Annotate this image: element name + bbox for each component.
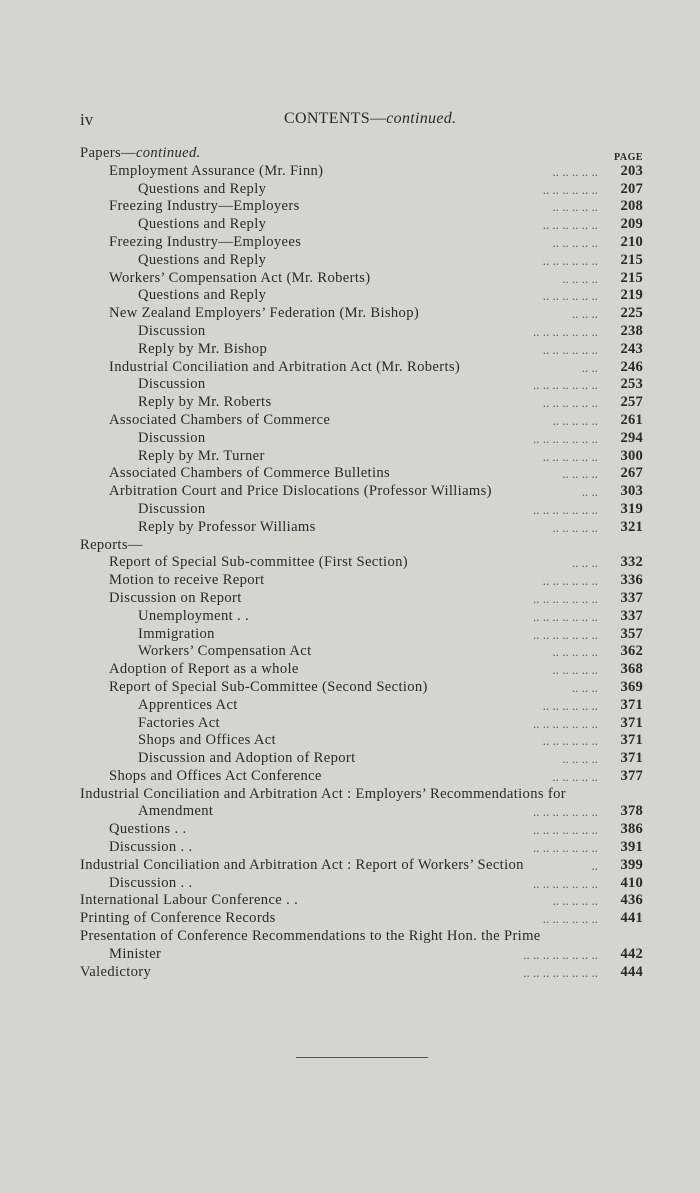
contents-entry bbox=[0, 643, 700, 661]
entry-page-number: 444 bbox=[620, 963, 643, 980]
contents-entry bbox=[0, 697, 700, 715]
entry-page-number: 362 bbox=[620, 643, 643, 660]
contents-entry bbox=[0, 359, 700, 377]
entry-title: Reports— bbox=[80, 536, 143, 553]
contents-entry bbox=[0, 181, 700, 199]
entry-title: Amendment bbox=[138, 803, 214, 820]
entry-title: Reply by Mr. Roberts bbox=[138, 394, 272, 411]
contents-entry bbox=[0, 519, 700, 537]
leader-dots: .. .. bbox=[581, 484, 598, 500]
contents-entry bbox=[0, 892, 700, 910]
entry-page-number: 371 bbox=[620, 732, 643, 749]
entry-page-number: 219 bbox=[620, 287, 643, 304]
entry-title: Unemployment . . bbox=[138, 607, 249, 624]
entry-title: Valedictory bbox=[80, 963, 152, 980]
leader-dots: .. .. .. .. .. bbox=[552, 644, 598, 660]
leader-dots: .. .. .. .. .. .. .. bbox=[533, 875, 598, 891]
entry-title: Discussion on Report bbox=[109, 589, 242, 606]
contents-entry bbox=[0, 216, 700, 234]
contents-entry bbox=[0, 910, 700, 928]
page-title-main: CONTENTS— bbox=[284, 110, 387, 127]
leader-dots: .. .. .. .. .. .. .. bbox=[533, 804, 598, 820]
contents-entry bbox=[0, 483, 700, 501]
contents-entry bbox=[0, 145, 700, 163]
entry-page-number: 337 bbox=[620, 589, 643, 606]
entry-title: Questions and Reply bbox=[138, 216, 267, 233]
leader-dots: .. .. .. .. .. bbox=[552, 199, 598, 215]
entry-title: Industrial Conciliation and Arbitration Act (Mr. Roberts) bbox=[109, 358, 461, 375]
entry-title: Associated Chambers of Commerce Bulletins bbox=[109, 465, 391, 482]
entry-page-number: 371 bbox=[620, 750, 643, 767]
leader-dots: .. .. .. .. bbox=[562, 270, 598, 286]
contents-entry bbox=[0, 430, 700, 448]
contents-entry bbox=[0, 786, 700, 804]
entry-title: Minister bbox=[109, 945, 162, 962]
entry-page-number: 253 bbox=[620, 376, 643, 393]
contents-entry bbox=[0, 964, 700, 982]
contents-entry bbox=[0, 448, 700, 466]
entry-title: Presentation of Conference Recommendations to the Right Hon. the Prime bbox=[80, 928, 541, 945]
leader-dots: .. .. .. .. .. bbox=[552, 412, 598, 428]
entry-page-number: 442 bbox=[620, 945, 643, 962]
leader-dots: .. .. .. .. .. .. bbox=[542, 252, 598, 268]
leader-dots: .. .. .. .. .. .. .. bbox=[533, 377, 598, 393]
contents-entry bbox=[0, 946, 700, 964]
contents-entry bbox=[0, 626, 700, 644]
contents-entry bbox=[0, 750, 700, 768]
leader-dots: .. .. .. .. .. bbox=[552, 768, 598, 784]
entry-title-italic: continued. bbox=[135, 145, 201, 161]
contents-entry bbox=[0, 323, 700, 341]
page-title bbox=[284, 110, 456, 128]
entry-title: Discussion . . bbox=[109, 874, 193, 891]
contents-entry bbox=[0, 590, 700, 608]
entry-title: Reply by Professor Williams bbox=[138, 518, 316, 535]
entry-page-number: 225 bbox=[620, 305, 643, 322]
leader-dots: .. .. .. .. bbox=[562, 466, 598, 482]
entry-page-number: 257 bbox=[620, 394, 643, 411]
contents-entry bbox=[0, 501, 700, 519]
leader-dots: .. .. .. .. bbox=[562, 751, 598, 767]
leader-dots: .. .. .. bbox=[572, 306, 598, 322]
contents-entry bbox=[0, 163, 700, 181]
entry-title: International Labour Conference . . bbox=[80, 892, 299, 909]
entry-title: Motion to receive Report bbox=[109, 572, 265, 589]
entry-page-number: 246 bbox=[620, 358, 643, 375]
entry-page-number: 436 bbox=[620, 892, 643, 909]
entry-title: Shops and Offices Act bbox=[138, 732, 277, 749]
contents-entry bbox=[0, 198, 700, 216]
leader-dots: .. .. .. .. .. bbox=[552, 662, 598, 678]
entry-title: Associated Chambers of Commerce bbox=[109, 411, 331, 428]
page-number: iv bbox=[80, 110, 94, 129]
entry-title: Reply by Mr. Turner bbox=[138, 447, 265, 464]
entry-title: Adoption of Report as a whole bbox=[109, 661, 299, 678]
leader-dots: .. .. .. .. .. .. .. bbox=[533, 840, 598, 856]
entry-page-number: 371 bbox=[620, 714, 643, 731]
leader-dots: .. .. .. .. .. .. .. bbox=[533, 822, 598, 838]
entry-page-number: 336 bbox=[620, 572, 643, 589]
contents-entry bbox=[0, 270, 700, 288]
entry-title: Report of Special Sub-Committee (Second Section) bbox=[109, 678, 428, 695]
entry-page-number: 321 bbox=[620, 518, 643, 535]
leader-dots: .. .. .. bbox=[572, 555, 598, 571]
entry-page-number: 441 bbox=[620, 910, 643, 927]
entry-page-number: 399 bbox=[620, 856, 643, 873]
leader-dots: .. .. .. .. .. bbox=[552, 234, 598, 250]
entry-page-number: 294 bbox=[620, 429, 643, 446]
entry-page-number: 357 bbox=[620, 625, 643, 642]
entry-page-number: 386 bbox=[620, 821, 643, 838]
leader-dots: .. .. .. .. .. .. bbox=[542, 288, 598, 304]
leader-dots: .. .. .. .. .. .. bbox=[542, 181, 598, 197]
entry-page-number: 368 bbox=[620, 661, 643, 678]
contents-entry bbox=[0, 679, 700, 697]
entry-title: Discussion bbox=[138, 500, 206, 517]
contents-entry bbox=[0, 875, 700, 893]
entry-title: Report of Special Sub-committee (First Section) bbox=[109, 554, 408, 571]
leader-dots: .. .. .. .. .. .. bbox=[542, 697, 598, 713]
leader-dots: .. .. .. .. .. .. bbox=[542, 733, 598, 749]
leader-dots: .. .. .. .. .. .. .. bbox=[533, 626, 598, 642]
entry-page-number: 377 bbox=[620, 767, 643, 784]
contents-entry bbox=[0, 803, 700, 821]
entry-page-number: 267 bbox=[620, 465, 643, 482]
contents-entry bbox=[0, 839, 700, 857]
entry-page-number: 207 bbox=[620, 180, 643, 197]
entry-page-number: 337 bbox=[620, 607, 643, 624]
leader-dots: .. .. .. bbox=[572, 679, 598, 695]
contents-entry bbox=[0, 376, 700, 394]
entry-page-number: 210 bbox=[620, 233, 643, 250]
entry-title: Reply by Mr. Bishop bbox=[138, 340, 268, 357]
entry-page-number: 332 bbox=[620, 554, 643, 571]
leader-dots: .. .. .. .. .. .. bbox=[542, 911, 598, 927]
leader-dots: .. .. .. .. .. bbox=[552, 519, 598, 535]
entry-page-number: 369 bbox=[620, 678, 643, 695]
entry-title: Industrial Conciliation and Arbitration Act : Report of Workers’ Section bbox=[80, 856, 524, 873]
contents-entry bbox=[0, 715, 700, 733]
contents-entry bbox=[0, 857, 700, 875]
closing-rule bbox=[296, 1057, 428, 1058]
leader-dots: .. .. .. .. .. .. bbox=[542, 217, 598, 233]
contents-entry bbox=[0, 341, 700, 359]
entry-page-number: 410 bbox=[620, 874, 643, 891]
entry-title: Discussion bbox=[138, 322, 206, 339]
entry-title: Printing of Conference Records bbox=[80, 910, 276, 927]
entry-title: Discussion bbox=[138, 429, 206, 446]
entry-title: Discussion and Adoption of Report bbox=[138, 750, 356, 767]
entry-title: Factories Act bbox=[138, 714, 220, 731]
entry-title: Questions . . bbox=[109, 821, 187, 838]
leader-dots: .. .. .. .. .. .. .. bbox=[533, 715, 598, 731]
entry-page-number: 203 bbox=[620, 162, 643, 179]
entry-title: Employment Assurance (Mr. Finn) bbox=[109, 162, 324, 179]
entry-title: Discussion bbox=[138, 376, 206, 393]
contents-entry bbox=[0, 465, 700, 483]
entry-page-number: 215 bbox=[620, 251, 643, 268]
contents-entry bbox=[0, 537, 700, 555]
page-column-label: PAGE bbox=[614, 152, 644, 163]
entry-page-number: 303 bbox=[620, 483, 643, 500]
contents-entry bbox=[0, 661, 700, 679]
leader-dots: .. .. .. .. .. .. bbox=[542, 395, 598, 411]
leader-dots: .. .. bbox=[581, 359, 598, 375]
entry-title: Discussion . . bbox=[109, 839, 193, 856]
page-title-italic: continued. bbox=[386, 110, 457, 127]
contents-entry bbox=[0, 554, 700, 572]
contents-entry bbox=[0, 928, 700, 946]
leader-dots: .. .. .. .. .. .. bbox=[542, 341, 598, 357]
contents-entry bbox=[0, 732, 700, 750]
contents-entry bbox=[0, 287, 700, 305]
leader-dots: .. .. .. .. .. .. .. bbox=[533, 501, 598, 517]
leader-dots: .. .. .. .. .. .. .. .. bbox=[523, 946, 598, 962]
entry-page-number: 300 bbox=[620, 447, 643, 464]
entry-title: Questions and Reply bbox=[138, 287, 267, 304]
contents-entry bbox=[0, 412, 700, 430]
entry-title: Apprentices Act bbox=[138, 696, 238, 713]
entry-title: Arbitration Court and Price Dislocations (Professor Williams) bbox=[109, 483, 492, 500]
entry-title: Shops and Offices Act Conference bbox=[109, 767, 322, 784]
entry-page-number: 378 bbox=[620, 803, 643, 820]
entry-title: Questions and Reply bbox=[138, 180, 267, 197]
leader-dots: .. .. .. .. .. .. .. bbox=[533, 608, 598, 624]
entry-page-number: 319 bbox=[620, 500, 643, 517]
entry-title: Questions and Reply bbox=[138, 251, 267, 268]
leader-dots: .. .. .. .. .. .. bbox=[542, 573, 598, 589]
leader-dots: .. .. .. .. .. .. .. bbox=[533, 323, 598, 339]
entry-title: Freezing Industry—Employees bbox=[109, 233, 302, 250]
entry-title: Freezing Industry—Employers bbox=[109, 198, 300, 215]
entry-page-number: 261 bbox=[620, 411, 643, 428]
entry-title: Workers’ Compensation Act (Mr. Roberts) bbox=[109, 269, 371, 286]
contents-entry bbox=[0, 572, 700, 590]
entry-page-number: 208 bbox=[620, 198, 643, 215]
contents-list bbox=[0, 145, 700, 981]
contents-entry bbox=[0, 608, 700, 626]
contents-entry bbox=[0, 394, 700, 412]
leader-dots: .. .. .. .. .. .. .. bbox=[533, 590, 598, 606]
contents-entry bbox=[0, 821, 700, 839]
leader-dots: .. .. .. .. .. .. bbox=[542, 448, 598, 464]
leader-dots: .. .. .. .. .. .. .. .. bbox=[523, 964, 598, 980]
contents-entry bbox=[0, 234, 700, 252]
entry-title: Immigration bbox=[138, 625, 215, 642]
leader-dots: .. .. .. .. .. bbox=[552, 893, 598, 909]
entry-title: Industrial Conciliation and Arbitration Act : Employers’ Recommendations for bbox=[80, 785, 566, 802]
entry-page-number: 371 bbox=[620, 696, 643, 713]
contents-entry bbox=[0, 252, 700, 270]
entry-page-number: 238 bbox=[620, 322, 643, 339]
entry-title: New Zealand Employers’ Federation (Mr. Bishop) bbox=[109, 305, 420, 322]
entry-title: Papers—continued. bbox=[80, 145, 201, 161]
leader-dots: .. .. .. .. .. bbox=[552, 163, 598, 179]
leader-dots: .. .. .. .. .. .. .. bbox=[533, 430, 598, 446]
entry-page-number: 215 bbox=[620, 269, 643, 286]
contents-entry bbox=[0, 305, 700, 323]
leader-dots: .. bbox=[591, 857, 598, 873]
entry-page-number: 391 bbox=[620, 839, 643, 856]
entry-title: Workers’ Compensation Act bbox=[138, 643, 312, 660]
contents-entry bbox=[0, 768, 700, 786]
entry-page-number: 209 bbox=[620, 216, 643, 233]
entry-page-number: 243 bbox=[620, 340, 643, 357]
